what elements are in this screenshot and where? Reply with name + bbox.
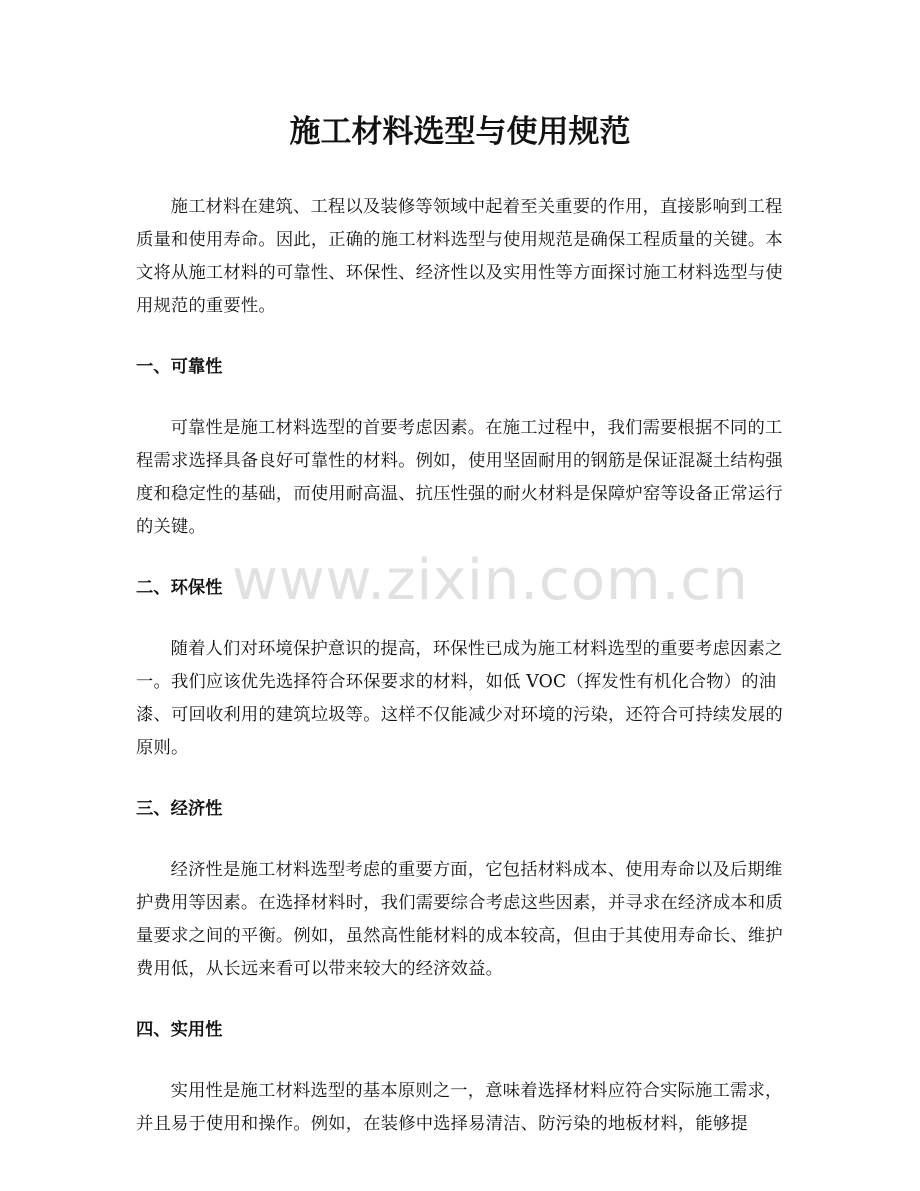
section-body-practicality: 实用性是施工材料选型的基本原则之一，意味着选择材料应符合实际施工需求，并且易于使用和操作。例如，在装修中选择易清洁、防污染的地板材料，能够提 (136, 1081, 783, 1135)
section-heading-practicality: 四、实用性 (136, 1020, 223, 1041)
section-heading-reliability: 一、可靠性 (136, 357, 223, 378)
section-body-economy: 经济性是施工材料选型考虑的重要方面，它包括材料成本、使用寿命以及后期维护费用等因素。在选择材料时，我们需要综合考虑这些因素，并寻求在经济成本和质量要求之间的平衡。例如，虽然高性能材料的成本较高，但由于其使用寿命长、维护费用低，从长远来看可以带来较大的经济效益。 (136, 860, 783, 980)
watermark-text: www.zixin.com.cn (232, 548, 749, 613)
intro-paragraph: 施工材料在建筑、工程以及装修等领域中起着至关重要的作用，直接影响到工程质量和使用寿命。因此，正确的施工材料选型与使用规范是确保工程质量的关键。本文将从施工材料的可靠性、环保性、经济性以及实用性等方面探讨施工材料选型与使用规范的重要性。 (136, 197, 783, 317)
section-heading-economy: 三、经济性 (136, 799, 223, 820)
section-body-environmental: 随着人们对环境保护意识的提高，环保性已成为施工材料选型的重要考虑因素之一。我们应该优先选择符合环保要求的材料，如低 VOC（挥发性有机化合物）的油漆、可回收利用的建筑垃圾等。这样不仅能减少对环境的污染，还符合可持续发展的原则。 (136, 639, 783, 759)
section-heading-environmental: 二、环保性 (136, 578, 223, 599)
section-body-reliability: 可靠性是施工材料选型的首要考虑因素。在施工过程中，我们需要根据不同的工程需求选择具备良好可靠性的材料。例如，使用坚固耐用的钢筋是保证混凝土结构强度和稳定性的基础，而使用耐高温、抗压性强的耐火材料是保障炉窑等设备正常运行的关键。 (136, 418, 783, 538)
document-title: 施工材料选型与使用规范 (289, 114, 631, 150)
